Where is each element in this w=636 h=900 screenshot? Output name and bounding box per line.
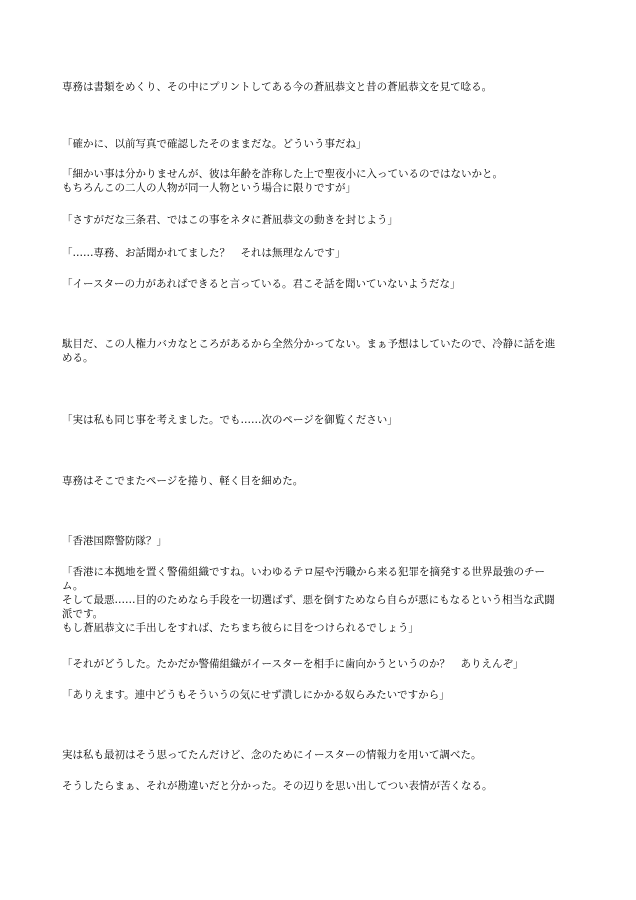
paragraph: [62, 657, 582, 671]
text-line: もちろんこの二人の人物が同一人物という場合に限りですが」: [62, 182, 356, 194]
text-line: もし蒼凪恭文に手出しをすれば、たちまち彼らに目をつけられるでしょう」: [62, 622, 419, 634]
text-line: 専務は書類をめくり、その中にプリントしてある今の蒼凪恭文と昔の蒼凪恭文を見て唸る。: [62, 81, 493, 93]
paragraph: [62, 277, 582, 291]
paragraph: [62, 167, 582, 195]
text-line: 実は私も最初はそう思ってたんだけど、念のためにイースターの情報力を用いて調べた。: [62, 749, 482, 761]
text-line: 派です。: [62, 608, 104, 620]
paragraph: [62, 213, 582, 227]
text-line: 駄目だ、この人権力バカなところがあるから全然分かってない。まぁ予想はしていたので、冷静に話を進: [62, 338, 556, 350]
text-line: 「さすがだな三条君、ではこの事をネタに蒼凪恭文の動きを封じよう」: [62, 214, 398, 226]
text-line: 「それがどうした。たかだか警備組織がイースターを相手に歯向かうというのか？ ありえんぞ」: [62, 658, 524, 670]
text-line: 「イースターの力があればできると言っている。君こそ話を聞いていないようだな」: [62, 278, 461, 290]
paragraph: [62, 413, 582, 427]
paragraph: [62, 337, 582, 365]
text-line: そうしたらまぁ、それが勘違いだと分かった。その辺りを思い出してつい表情が苦くなる。: [62, 780, 493, 792]
paragraph: [62, 137, 582, 151]
text-line: 「ありえます。連中どうもそういうの気にせず潰しにかかる奴らみたいですから」: [62, 689, 450, 701]
paragraph: [62, 474, 582, 488]
text-line: 「確かに、以前写真で確認したそのままだな。どういう事だね」: [62, 138, 367, 150]
paragraph: [62, 688, 582, 702]
paragraph: [62, 565, 582, 635]
text-line: 「……専務、お話聞かれてました？ それは無理なんです」: [62, 247, 346, 259]
text-line: 「細かい事は分かりませんが、彼は年齢を詐称した上で聖夜小に入っているのではないかと。: [62, 168, 503, 180]
paragraph: [62, 80, 582, 94]
text-line: 専務はそこでまたページを捲り、軽く目を細めた。: [62, 475, 304, 487]
text-line: 「香港国際警防隊？」: [62, 535, 167, 547]
text-line: 「実は私も同じ事を考えました。でも……次のページを御覧ください」: [62, 414, 398, 426]
text-line: ム。: [62, 580, 84, 592]
paragraph: [62, 246, 582, 260]
paragraph: [62, 748, 582, 762]
text-line: 「香港に本拠地を置く警備組織ですね。いわゆるテロ屋や汚職から来る犯罪を摘発する世界最強のチー: [62, 566, 545, 578]
paragraph: [62, 779, 582, 793]
text-line: める。: [62, 352, 94, 364]
text-line: そして最悪……目的のためなら手段を一切選ばず、悪を倒すためなら自らが悪にもなるという相当な武闘: [62, 594, 555, 606]
paragraph: [62, 534, 582, 548]
